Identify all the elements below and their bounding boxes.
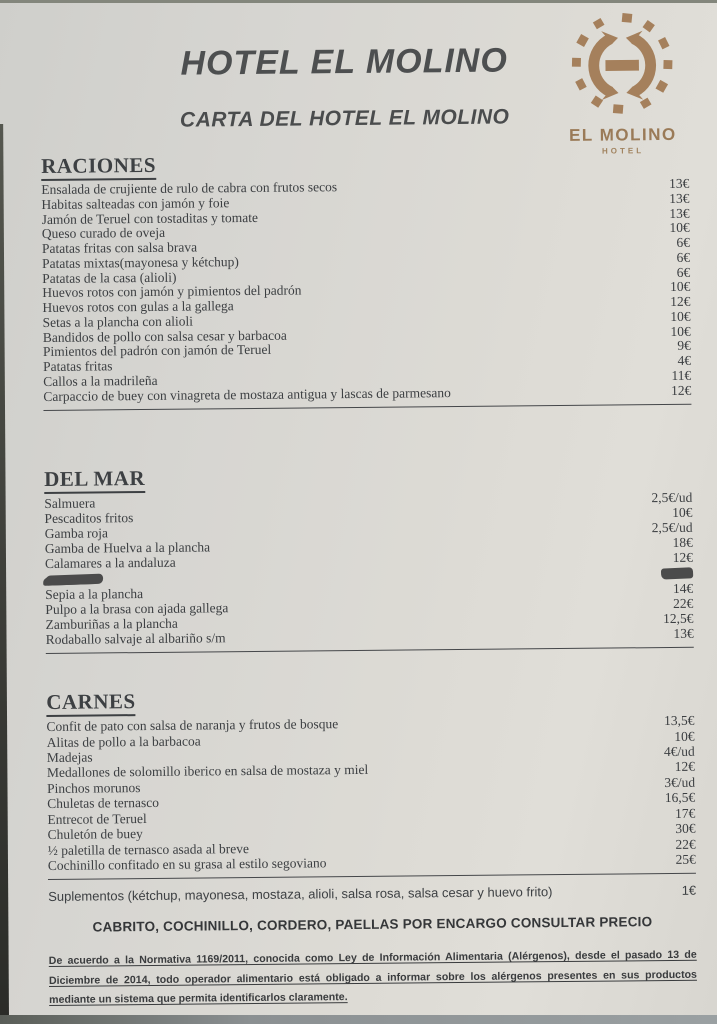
item-name: Pulpo a la brasa con ajada gallega [45,600,229,618]
redacted-price-marker [661,567,693,579]
item-name: Salmuera [44,495,96,512]
item-price: 13,5€ [664,712,695,729]
item-price: 13€ [669,190,690,206]
menu-section-raciones [41,148,691,411]
menu-section-carnes [46,684,696,880]
item-name: Chuletón de buey [47,826,143,843]
item-name: Ensalada de crujiente de rulo de cabra con frutos secos [41,179,338,197]
logo-hotel-word: HOTEL [601,146,645,156]
order-notice: CABRITO, COCHINILLO, CORDERO, PAELLAS POR ENCARGO CONSULTAR PRECIO [92,914,653,935]
item-price: 4€/ud [663,743,695,760]
item-price: 6€ [676,264,691,280]
section-header-carnes: CARNES [46,684,694,714]
item-name: Madejas [46,749,93,766]
item-price: 12€ [674,759,696,775]
item-price: 17€ [675,805,696,821]
item-name: Patatas de la casa (alioli) [42,269,177,286]
item-name: ½ paletilla de ternasco asada al breve [47,840,250,858]
raciones-item-list [41,177,691,404]
item-name: Pimientos del padrón con jamón de Teruel [42,342,272,360]
item-price: 12€ [672,550,693,566]
supplements-row [48,883,696,904]
item-price: 3€/ud [664,774,696,790]
item-price: 10€ [674,728,695,744]
supplements-price: 1€ [681,883,697,899]
item-price: 10€ [669,279,691,295]
supplements-label: Suplementos (kétchup, mayonesa, mostaza, alioli, salsa rosa, salsa cesar y huevo frito) [48,884,553,905]
item-price: 10€ [670,323,691,339]
item-price: 12€ [670,293,691,309]
item-price: 6€ [676,234,690,250]
item-price: 2,5€/ud [651,520,693,536]
item-price: 14€ [672,581,694,597]
logo-hotel-name: EL MOLINO [568,124,677,145]
item-price: 16,5€ [664,790,696,806]
item-name: Patatas mixtas(mayonesa y kétchup) [41,253,239,271]
item-name: Pinchos morunos [47,779,141,796]
section-divider [43,404,691,411]
photo-bottom-edge [0,1015,717,1024]
item-price: 13€ [669,205,690,221]
section-divider [48,873,696,880]
item-name: Callos a la madrileña [43,372,158,389]
item-price: 30€ [675,820,696,837]
item-price: 10€ [669,220,690,236]
item-price: 12,5€ [663,611,694,627]
item-name: Sepia a la plancha [45,586,144,603]
item-price: 10€ [670,308,691,324]
item-name: Gamba roja [44,525,109,542]
item-name: Chuletas de ternasco [47,795,160,812]
menu-section-del-mar [44,461,694,654]
section-header-del-mar: DEL MAR [44,461,692,491]
item-price: 6€ [676,249,691,265]
page-title: HOTEL EL MOLINO [180,41,508,83]
item-name: Calamares a la andaluza [44,554,176,572]
item-name: Huevos rotos con gulas a la gallega [42,298,234,315]
item-name: Confit de pato con salsa de naranja y frutos de bosque [46,716,339,735]
item-price: 13€ [673,626,694,642]
page-subtitle: CARTA DEL HOTEL EL MOLINO [179,105,510,132]
item-price: 9€ [677,338,691,354]
section-divider [46,647,694,654]
item-price: 2,5€/ud [651,490,693,506]
item-price: 10€ [672,505,693,521]
item-name: Huevos rotos con jamón y pimientos del padrón [42,282,302,301]
section-header-raciones: RACIONES [41,148,689,178]
item-price: 22€ [675,836,696,852]
item-name: Patatas fritas con salsa brava [41,239,198,256]
item-name: Rodaballo salvaje al albariño s/m [45,630,226,648]
item-price: 4€ [677,352,692,368]
item-name: Setas a la plancha con alioli [42,313,194,330]
item-price: 22€ [673,596,694,612]
mill-h-logo-icon [546,2,699,125]
menu-content [40,2,698,1011]
item-price: 25€ [675,851,696,867]
item-name: Zamburiñas a la plancha [45,615,178,633]
item-price: 13€ [669,175,690,191]
carnes-item-list [46,713,695,873]
item-name: Habitas salteadas con jamón y foie [41,194,230,212]
allergen-legal-text: De acuerdo a la Normativa 1169/2011, conocida como Ley de Información Alimentaria (Alérgenos), desde el pasado 13 de Diciembre de 2014, todo operador alimentario está obligado a informar sobre los alérgenos presentes en sus productos mediante un sistema que permita identificarlos claramente. [48,949,697,1007]
hotel-logo [546,2,699,156]
item-name: Medallones de solomillo iberico en salsa de mostaza y miel [46,762,369,781]
item-name: Gamba de Huelva a la plancha [44,539,211,557]
redacted-item-marker [45,573,103,585]
item-name: Alitas de pollo a la barbacoa [46,733,201,750]
item-name: Entrecot de Teruel [47,810,147,827]
item-price: 18€ [672,535,693,551]
item-name: Queso curado de oveja [41,225,166,242]
item-name: Pescaditos fritos [44,510,134,527]
item-name: Patatas fritas [42,358,113,374]
item-name: Jamón de Teruel con tostaditas y tomate [41,209,258,227]
item-price: 12€ [670,382,692,398]
item-price: 11€ [671,367,692,383]
item-name: Bandidos de pollo con salsa cesar y barbacoa [42,327,287,345]
del-mar-item-list [44,490,693,647]
item-name: Carpaccio de buey con vinagreta de mostaza antigua y lascas de parmesano [43,384,451,404]
item-name: Cochinillo confitado en su grasa al estilo segoviano [47,855,327,873]
